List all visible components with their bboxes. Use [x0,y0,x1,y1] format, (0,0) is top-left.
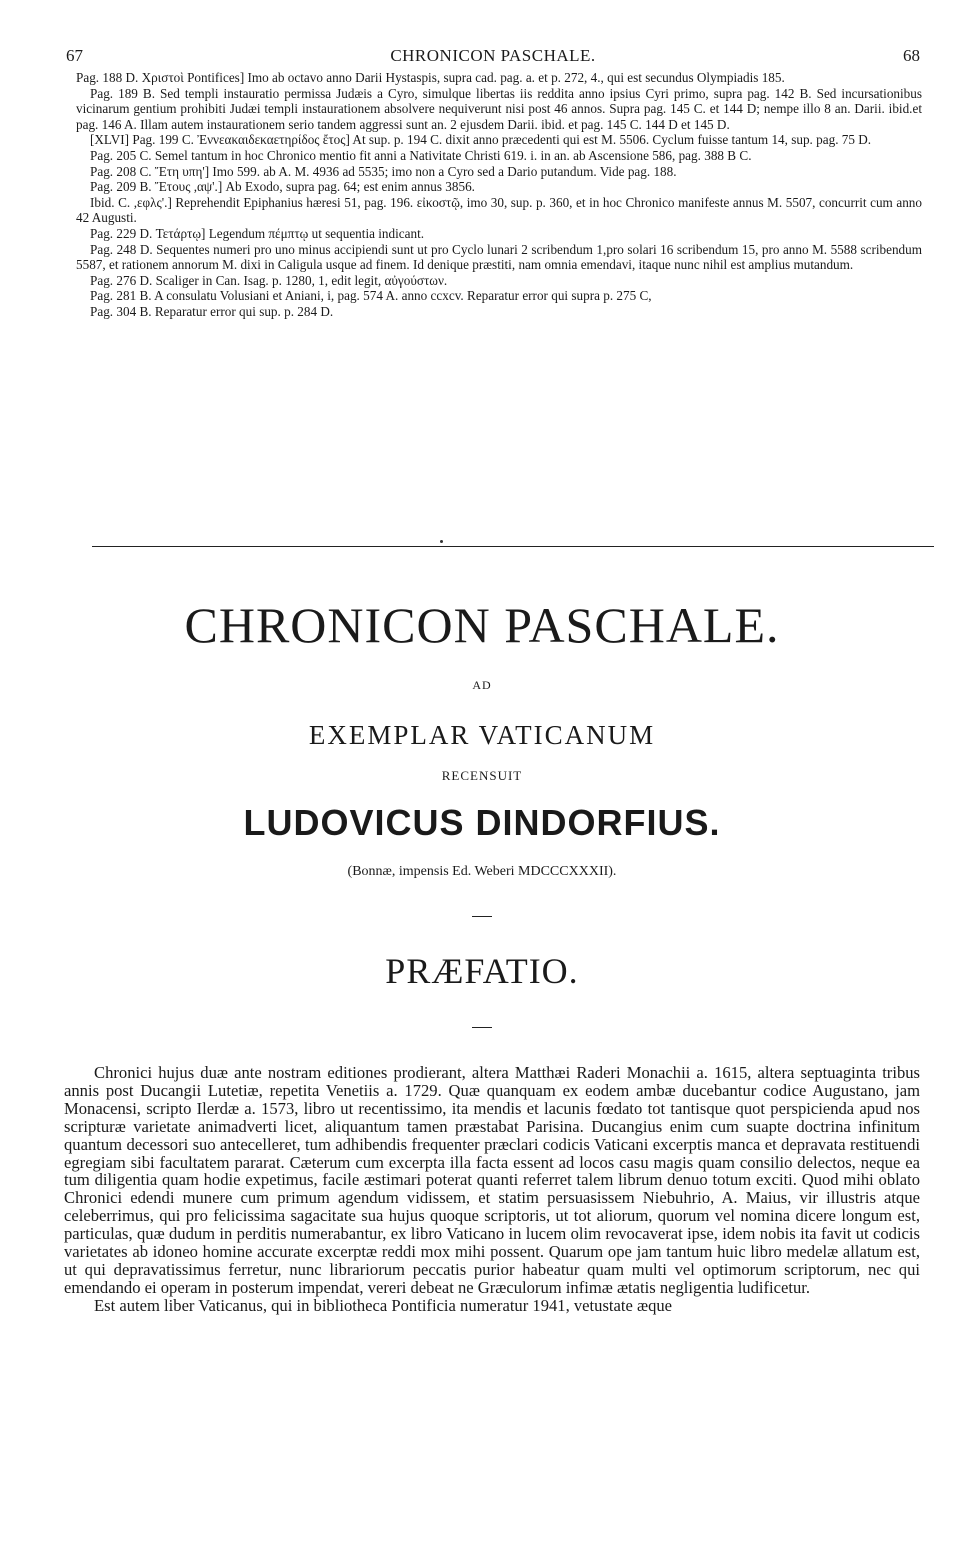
notes-block [76,70,922,320]
note: Pag. 189 B. Sed templi instauratio permissa Judæis a Cyro, simulque libertas iis reddita anno ipsius Cyri primo, supra pag. 142 B. Sed incursationibus vicinarum gentium prohibiti Judæi templi instaurationem absolvere nequiverunt nisi post 46 annos. Supra pag. 145 C. et 144 D; nempe illo 8 an. Darii. ibid.et pag. 146 A. Illam autem instaurationem serio tandem aggressi sunt an. 2 ejusdem Darii. ibid. et pag. 145 C. 144 D et 145 D. [76,85,922,132]
note: Pag. 248 D. Sequentes numeri pro uno minus accipiendi sunt ut pro Cyclo lunari 2 scribendum 1,pro solari 16 scribendum 15, pro anno M. 5588 scribendum 5587, et rationem annorum M. dixi in Caligula usque ad finem. Id denique præstiti, nam omnia emendavi, itaque nunc nihil est amplius mutandum. [76,241,922,273]
note: Pag. 229 D. Τετάρτῳ] Legendum πέμπτῳ ut sequentia indicant. [90,225,425,241]
main-title: CHRONICON PASCHALE. [184,597,780,653]
exemplar-line: EXEMPLAR VATICANUM [308,720,656,750]
short-rule [472,1027,492,1028]
note: Pag. 281 B. A consulatu Volusiani et Aniani, i, pag. 574 A. anno ccxcv. Reparatur error qui supra p. 275 C, [90,288,652,304]
section-separator [92,546,934,547]
note: [XLVI] Pag. 199 C. Ἐννεακαιδεκαετηρίδος ἔτος] At sup. p. 194 C. dixit anno præcedenti qui est M. 5506. Cyclum fuisse tantum 14, sup. pag. 75 D. [90,132,872,148]
section-title: PRÆFATIO. [385,951,579,991]
body-text [64,1064,920,1315]
note: Pag. 209 B. Ἔτους ,αψ'.] Ab Exodo, supra pag. 64; est enim annus 3856. [90,179,475,195]
recensuit-line: RECENSUIT [441,768,523,783]
print-speck [440,540,443,543]
note: Pag. 208 C. Ἔτη υπη'] Imo 599. ab A. M. 4936 ad 5535; imo non a Cyro sed a Dario putandum. Vide pag. 188. [90,163,677,179]
note: Pag. 205 C. Semel tantum in hoc Chronico mentio fit anni a Nativitate Christi 619. i. in an. ab Ascensione 586, pag. 388 B C. [90,147,752,163]
note: Pag. 188 D. Χριστοὶ Pontifices] Imo ab octavo anno Darii Hystaspis, supra cad. pag. a. et p. 272, 4., qui est secundus Olympiadis 185. [76,70,785,85]
paragraph: Est autem liber Vaticanus, qui in bibliotheca Pontificia numeratur 1941, vetustate æque [94,1295,673,1315]
note: Pag. 276 D. Scaliger in Can. Isag. p. 1280, 1, edit legit, αὐγούστων. [90,272,448,288]
left-page-number: 67 [66,46,83,65]
note: Pag. 304 B. Reparatur error qui sup. p. 284 D. [90,303,334,319]
right-page-number: 68 [903,46,920,65]
short-rule [472,916,492,917]
editor-name: LUDOVICUS DINDORFIUS. [243,802,721,843]
running-header [66,46,920,68]
ad-line: AD [472,678,492,692]
paragraph: Chronici hujus duæ ante nostram editiones prodierant, altera Matthæi Raderi Monachii a. 1615, altera septuaginta tribus annis post Ducangii Lutetiæ, repetita Venetiis a. 1729. Quæ quanquam ex eodem ambæ ducebantur codice Augustano, jam Monacensi, scripto Ilerdæ a. 1573, libro ut recentissimo, ita mendis et lacunis fœdato tot tantisque quot perspicienda apud nos scripturæ varietate animadverti licet, aliquantum tamen præstabat Parisina. Ducangius enim cum suapte doctrina infinitum quantum decessori suo antecelleret, tum adhibendis frequenter præclari codicis Vaticani excerptis manca et depravata restituendi egregiam sibi facultatem pararat. Cæterum cum excerpta illa facta essent ad locos casu magis quam consilio delectos, neque ea tum diligentia quam hodie expetimus, facile æstimari poterat quanti referret talem librum denuo totum exciti. Quod mihi oblato Chronici edendi munere cum primum agendum vidissem, et statim persuasissem Niebuhrio, A. Maius, vir illustris atque celeberrimus, qui pro felicissima sagacitate sua hujus quoque scriptoris, ut tot aliorum, quorum vel nomina dicere longum est, particulas, quæ dudum in perditis numerabantur, ex libro Vaticano in lucem olim revocaverat ipse, idem nobis ita favit ut codicis varietates ab idoneo homine accurate excerptæ reddi mox mihi possent. Quarum ope jam tantum huic libro medelæ allatum est, ut qui depravatissimus ferretur, nunc librariorum peccatis purior habeatur quam multi vel optimorum scriptorum, nec qui emendando ei operam in posterum impendat, vereri debeat ne Græculorum infimæ ætatis negligentia ludificetur. [64,1063,920,1297]
imprint-line: (Bonnæ, impensis Ed. Weberi MDCCCXXXII). [347,864,617,879]
note: Ibid. C. ,εφλς'.] Reprehendit Epiphanius hæresi 51, pag. 196. εἰκοστῷ, imo 30, sup. p. 360, et in hoc Chronico manifeste annus M. 5507, concurrit cum anno 42 Augusti. [76,194,922,226]
running-title: CHRONICON PASCHALE. [390,46,596,65]
